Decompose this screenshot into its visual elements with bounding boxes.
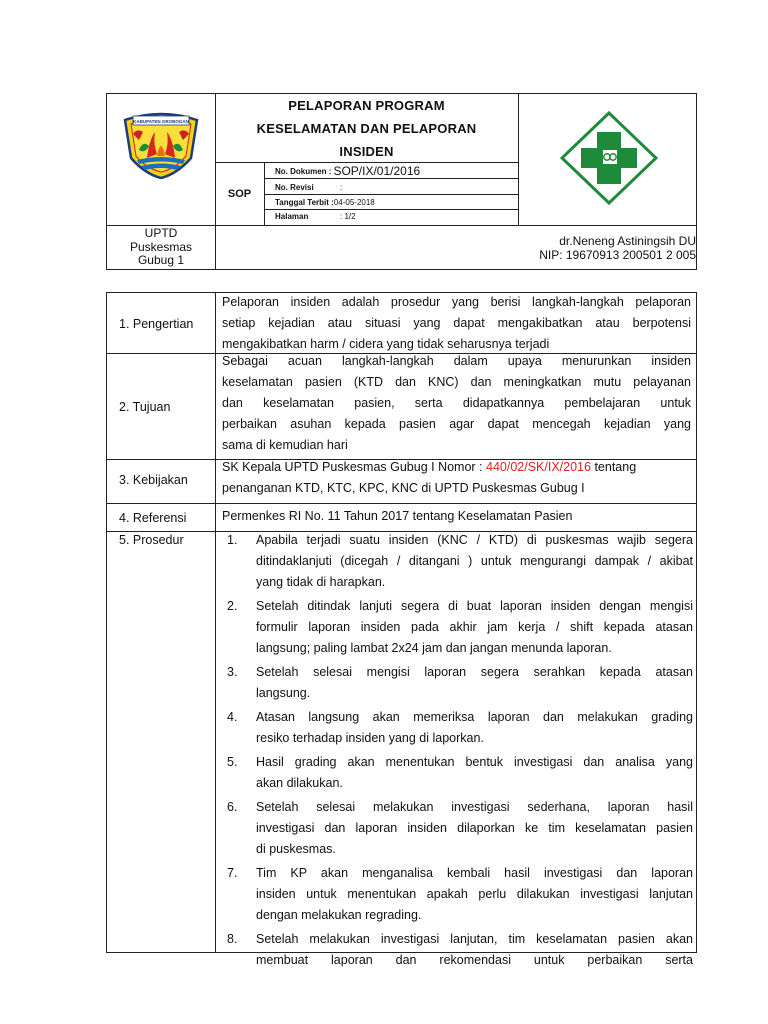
section-body-kebijakan xyxy=(222,457,691,499)
text-line: setiap kejadian atau situasi yang dapat mengakibatkan atau berpotensi xyxy=(222,316,691,330)
meta-value: 04-05-2018 xyxy=(333,197,375,207)
title-line: KESELAMATAN DAN PELAPORAN xyxy=(256,121,477,136)
org-line: UPTD xyxy=(144,226,178,240)
procedure-step xyxy=(227,929,693,971)
text-line: langsung. xyxy=(256,686,311,700)
procedure-step xyxy=(227,530,693,593)
document-header xyxy=(106,93,697,270)
meta-label: Halaman xyxy=(275,211,309,221)
title-line: INSIDEN xyxy=(339,144,394,159)
step-number: 4. xyxy=(227,710,238,724)
signer-name: dr.Neneng Astiningsih DU xyxy=(559,234,696,248)
text-line: Setelah melakukan investigasi lanjutan, tim keselamatan pasien akan xyxy=(256,932,693,946)
text-line: Setelah selesai melakukan investigasi sederhana, laporan hasil xyxy=(256,800,693,814)
meta-row-page xyxy=(275,209,515,223)
org-line: Puskesmas xyxy=(129,239,193,254)
section-label-referensi: 4. Referensi xyxy=(119,511,187,525)
text-line: mengakibatkan harm / cidera yang tidak seharusnya terjadi xyxy=(222,337,550,351)
puskesmas-logo-icon xyxy=(559,110,659,206)
text-line: Setelah ditindak lanjuti segera di buat laporan insiden dengan mengisi xyxy=(256,599,693,613)
meta-label: Tanggal Terbit : xyxy=(275,197,334,207)
text-line: membuat laporan dan rekomendasi untuk perbaikan serta xyxy=(256,953,693,967)
text-line: ditindaklanjuti (dicegah / ditangani ) untuk mengurangi dampak / akibat xyxy=(256,554,693,568)
section-body-tujuan xyxy=(222,351,691,456)
section-body-referensi: Permenkes RI No. 11 Tahun 2017 tentang Keselamatan Pasien xyxy=(222,509,573,523)
procedure-step xyxy=(227,596,693,659)
procedure-step xyxy=(227,797,693,860)
text-line: penanganan KTD, KTC, KPC, KNC di UPTD Puskesmas Gubug I xyxy=(222,481,585,495)
regency-emblem-icon xyxy=(117,110,205,180)
text-line: Pelaporan insiden adalah prosedur yang berisi langkah-langkah pelaporan xyxy=(222,295,691,309)
procedure-step xyxy=(227,863,693,926)
procedure-step xyxy=(227,752,693,794)
section-body-prosedur xyxy=(227,530,693,971)
text-line: Setelah selesai mengisi laporan segera serahkan kepada atasan xyxy=(256,665,693,679)
policy-text: tentang xyxy=(594,460,637,474)
meta-row-document-number xyxy=(275,164,515,178)
text-line: Atasan langsung akan memeriksa laporan dan melakukan grading xyxy=(256,710,693,724)
header-divider xyxy=(264,178,518,179)
text-line: yang tidak di harapkan. xyxy=(256,575,386,589)
text-line: akan dilakukan. xyxy=(256,776,343,790)
text-line: sama di kemudian hari xyxy=(222,438,348,452)
text-line: perbaikan asuhan kepada pasien agar dapat mencegah kejadian yang xyxy=(222,417,691,431)
text-line xyxy=(222,457,691,478)
row-divider xyxy=(107,503,697,504)
step-number: 6. xyxy=(227,800,238,814)
header-divider xyxy=(518,94,519,225)
meta-label: No. Dokumen : xyxy=(275,166,332,176)
text-line: langsung; paling lambat 2x24 jam dan jangan menunda laporan. xyxy=(256,641,612,655)
text-line: Hasil grading akan menentukan bentuk investigasi dan analisa yang xyxy=(256,755,693,769)
column-divider xyxy=(215,293,216,953)
text-line: Apabila terjadi suatu insiden (KNC / KTD) di puskesmas wajib segera xyxy=(256,533,693,547)
meta-row-revision xyxy=(275,180,515,194)
text-line: resiko terhadap insiden yang di laporkan. xyxy=(256,731,484,745)
meta-value: : xyxy=(340,182,343,192)
step-number: 2. xyxy=(227,599,238,613)
sop-content-table xyxy=(106,292,697,967)
text-line: dengan melakukan regrading. xyxy=(256,908,422,922)
step-number: 5. xyxy=(227,755,238,769)
section-label-prosedur: 5. Prosedur xyxy=(119,533,184,547)
sop-label: SOP xyxy=(227,187,252,200)
step-number: 1. xyxy=(227,533,238,547)
document-title xyxy=(215,94,518,162)
org-line: Gubug 1 xyxy=(137,253,185,267)
policy-number: 440/02/SK/IX/2016 xyxy=(486,460,591,474)
title-line: PELAPORAN PROGRAM xyxy=(288,98,445,113)
text-line: insiden untuk menentukan apakah perlu dilakukan investigasi lanjutan xyxy=(256,887,693,901)
policy-text: SK Kepala UPTD Puskesmas Gubug I Nomor : xyxy=(222,460,483,474)
text-line: Sebagai acuan langkah-langkah dalam upaya menurunkan insiden xyxy=(222,354,691,368)
text-line: di puskesmas. xyxy=(256,842,336,856)
meta-label: No. Revisi xyxy=(275,182,314,192)
section-label-pengertian: 1. Pengertian xyxy=(119,317,194,331)
step-number: 3. xyxy=(227,665,238,679)
emblem-text: KABUPATEN GROBOGAN xyxy=(133,119,189,124)
text-line: keselamatan pasien (KTD dan KNC) dan meningkatkan mutu pelayanan xyxy=(222,375,691,389)
step-number: 8. xyxy=(227,932,238,946)
section-label-kebijakan: 3. Kebijakan xyxy=(119,473,188,487)
section-body-pengertian xyxy=(222,292,691,355)
section-label-tujuan: 2. Tujuan xyxy=(119,400,171,414)
procedure-step xyxy=(227,707,693,749)
meta-value: SOP/IX/01/2016 xyxy=(333,164,421,178)
text-line: Tim KP akan menganalisa kembali hasil investigasi dan laporan xyxy=(256,866,693,880)
text-line: formulir laporan insiden pada akhir jam kerja / shift kepada atasan xyxy=(256,620,693,634)
step-number: 7. xyxy=(227,866,238,880)
signer-nip: NIP: 19670913 200501 2 005 xyxy=(539,248,696,262)
text-line: dan keselamatan pasien, serta didapatkannya pembelajaran untuk xyxy=(222,396,691,410)
procedure-step xyxy=(227,662,693,704)
organization-name xyxy=(107,225,215,270)
meta-value: : 1/2 xyxy=(340,211,356,221)
text-line: investigasi dan laporan insiden dilaporkan ke tim keselamatan pasien xyxy=(256,821,693,835)
meta-row-issue-date xyxy=(275,195,515,209)
signer-block xyxy=(518,225,696,270)
